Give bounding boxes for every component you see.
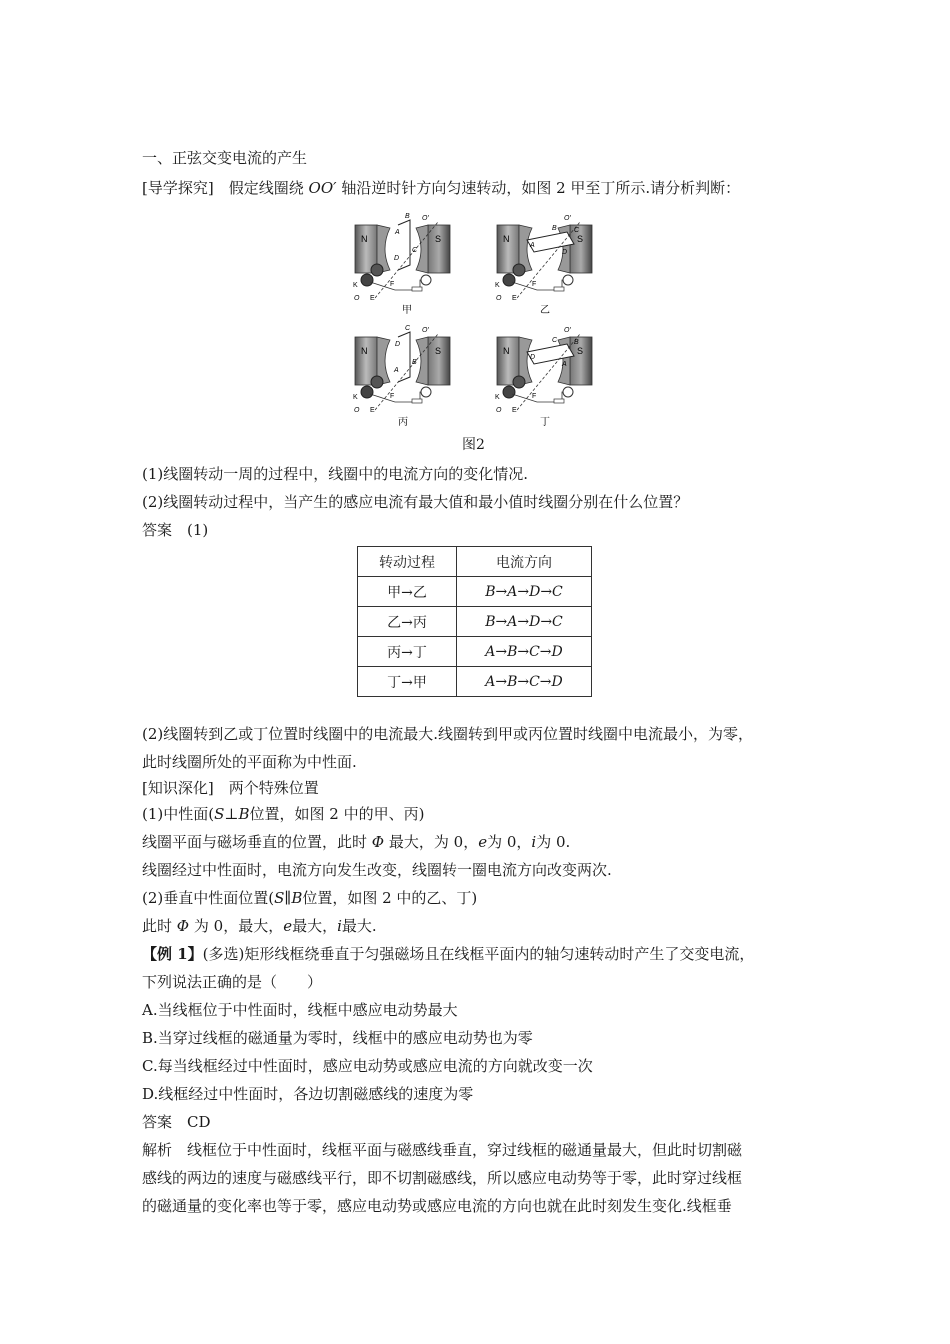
table-row (358, 577, 592, 607)
label-o2: O′ (564, 327, 571, 334)
symbol-e: e (478, 833, 488, 851)
label-b: B (574, 339, 579, 346)
table-row (358, 667, 592, 697)
text: 位置，如图 2 中的乙、丁) (302, 889, 478, 907)
table-row (358, 607, 592, 637)
text: (2)垂直中性面位置( (142, 889, 275, 907)
label-o: O (496, 407, 502, 414)
question-2: (2)线圈转动过程中，当产生的感应电流有最大值和最小值时线圈分别在什么位置？ (142, 493, 689, 511)
knowledge-p1 (142, 804, 424, 824)
knowledge-tag: [知识深化] (142, 779, 214, 797)
label-e: E (370, 295, 375, 302)
section-title: 一、正弦交变电流的产生 (142, 149, 308, 167)
text: 为 0， (487, 833, 532, 851)
label-o2: O′ (422, 215, 429, 222)
knowledge-title: 两个特殊位置 (228, 779, 319, 797)
example-stem-2: 下列说法正确的是（ ） (142, 973, 323, 991)
panel-label-yi: 乙 (540, 305, 550, 316)
label-n: N (503, 346, 510, 356)
label-s: S (435, 346, 442, 356)
label-c: C (405, 325, 411, 332)
option-d: D.线框经过中性面时，各边切割磁感线的速度为零 (142, 1085, 474, 1103)
panel-label-ding: 丁 (540, 417, 550, 428)
table-cell: 甲→乙 (358, 577, 457, 607)
label-o: O (496, 295, 502, 302)
label-c: C (574, 227, 580, 234)
label-f: F (390, 281, 395, 288)
table-cell: 乙→丙 (358, 607, 457, 637)
guide-axis: OO′ (308, 179, 337, 197)
label-s: S (435, 234, 442, 244)
panel-label-jia: 甲 (402, 305, 412, 316)
table-header: 转动过程 (358, 547, 457, 577)
label-a: A (394, 367, 399, 374)
option-c: C.每当线框经过中性面时，感应电动势或感应电流的方向就改变一次 (142, 1057, 593, 1075)
current-direction-table (357, 546, 592, 697)
label-a: A (562, 361, 567, 368)
text: 最大. (341, 917, 377, 935)
answer-2-line-1: (2)线圈转到乙或丁位置时线圈中的电流最大.线圈转到甲或丙位置时线圈中电流最小，为零， (142, 725, 754, 743)
label-k: K (353, 394, 358, 401)
text: 线圈平面与磁场垂直的位置，此时 (142, 833, 368, 851)
symbol-i: i (337, 917, 342, 935)
symbol-phi: Φ (176, 917, 190, 935)
label-k: K (495, 282, 500, 289)
figure-panel-ding (492, 322, 607, 432)
text: 最大，为 0， (388, 833, 479, 851)
panel-label-bing: 丙 (398, 417, 408, 428)
question-1: (1)线圈转动一周的过程中，线圈中的电流方向的变化情况. (142, 465, 529, 483)
guide-tag: [导学探究] (142, 179, 214, 197)
label-e: E (512, 295, 517, 302)
label-n: N (503, 234, 510, 244)
example-answer: 答案 CD (142, 1113, 211, 1131)
example-tag: 【例 1】 (142, 945, 203, 963)
label-a: A (530, 242, 535, 249)
guide-text-a: 假定线圈绕 (228, 179, 304, 197)
formula: S⊥B (214, 805, 250, 823)
analysis-line-3: 的磁通量的变化率也等于零，感应电动势或感应电流的方向也就在此时刻发生变化.线框垂 (142, 1197, 732, 1215)
label-d: D (562, 249, 568, 256)
guide-paragraph (142, 178, 740, 198)
text: 位置，如图 2 中的甲、丙) (249, 805, 425, 823)
label-b: B (405, 213, 410, 220)
table-cell: 丙→丁 (358, 637, 457, 667)
figure-caption: 图2 (462, 437, 485, 453)
label-c: C (412, 247, 418, 254)
figure-panel-bing (350, 322, 465, 432)
generator-diagram (350, 322, 465, 432)
knowledge-p3: 线圈经过中性面时，电流方向发生改变，线圈转一圈电流方向改变两次. (142, 861, 612, 879)
answer-2-line-2: 此时线圈所处的平面称为中性面. (142, 753, 357, 771)
label-d: D (394, 255, 400, 262)
text: 此时 (142, 917, 173, 935)
text: 为 0. (536, 833, 571, 851)
formula: S∥B (274, 889, 303, 907)
knowledge-p5 (142, 916, 377, 936)
text: (1)中性面( (142, 805, 215, 823)
label-d: D (530, 354, 536, 361)
table-cell: A→B→C→D (457, 637, 592, 667)
label-n: N (361, 234, 368, 244)
symbol-i: i (531, 833, 537, 851)
text: 为 0，最大， (193, 917, 284, 935)
analysis-line-1: 解析 线框位于中性面时，线框平面与磁感线垂直，穿过线框的磁通量最大，但此时切割磁 (142, 1141, 743, 1159)
figure-panel-yi (492, 210, 607, 320)
label-n: N (361, 346, 368, 356)
label-k: K (353, 282, 358, 289)
label-o2: O′ (564, 215, 571, 222)
option-b: B.当穿过线框的磁通量为零时，线框中的感应电动势也为零 (142, 1029, 533, 1047)
table-cell: B→A→D→C (457, 607, 592, 637)
example-stem-1 (142, 944, 754, 964)
table-header: 电流方向 (457, 547, 592, 577)
label-e: E (370, 407, 375, 414)
label-e: E (512, 407, 517, 414)
label-f: F (390, 393, 395, 400)
knowledge-p4 (142, 888, 477, 908)
label-k: K (495, 394, 500, 401)
label-s: S (577, 234, 584, 244)
table-cell: A→B→C→D (457, 667, 592, 697)
guide-text-b: 轴沿逆时针方向匀速转动，如图 2 甲至丁所示.请分析判断： (341, 179, 741, 197)
text: 最大， (292, 917, 338, 935)
answer-1-label: 答案 (1) (142, 521, 209, 539)
symbol-phi: Φ (371, 833, 385, 851)
generator-diagram (492, 322, 607, 432)
label-b: B (412, 359, 417, 366)
knowledge-heading (142, 778, 319, 798)
symbol-e: e (283, 917, 293, 935)
analysis-line-2: 感线的两边的速度与磁感线平行，即不切割磁感线，所以感应电动势等于零，此时穿过线框 (142, 1169, 743, 1187)
label-o2: O′ (422, 327, 429, 334)
label-o: O (354, 407, 360, 414)
table-row (358, 637, 592, 667)
label-c: C (552, 337, 558, 344)
table-header-row (358, 547, 592, 577)
knowledge-p2 (142, 832, 570, 852)
label-b: B (552, 225, 557, 232)
label-s: S (577, 346, 584, 356)
label-o: O (354, 295, 360, 302)
figure-panel-jia (350, 210, 465, 320)
label-f: F (532, 393, 537, 400)
label-a: A (395, 229, 400, 236)
generator-diagram (492, 210, 607, 320)
table-cell: 丁→甲 (358, 667, 457, 697)
text: (多选)矩形线框绕垂直于匀强磁场且在线框平面内的轴匀速转动时产生了交变电流， (202, 945, 755, 963)
option-a: A.当线框位于中性面时，线框中感应电动势最大 (142, 1001, 458, 1019)
table-cell: B→A→D→C (457, 577, 592, 607)
label-f: F (532, 281, 537, 288)
label-d: D (395, 341, 401, 348)
generator-diagram (350, 210, 465, 320)
